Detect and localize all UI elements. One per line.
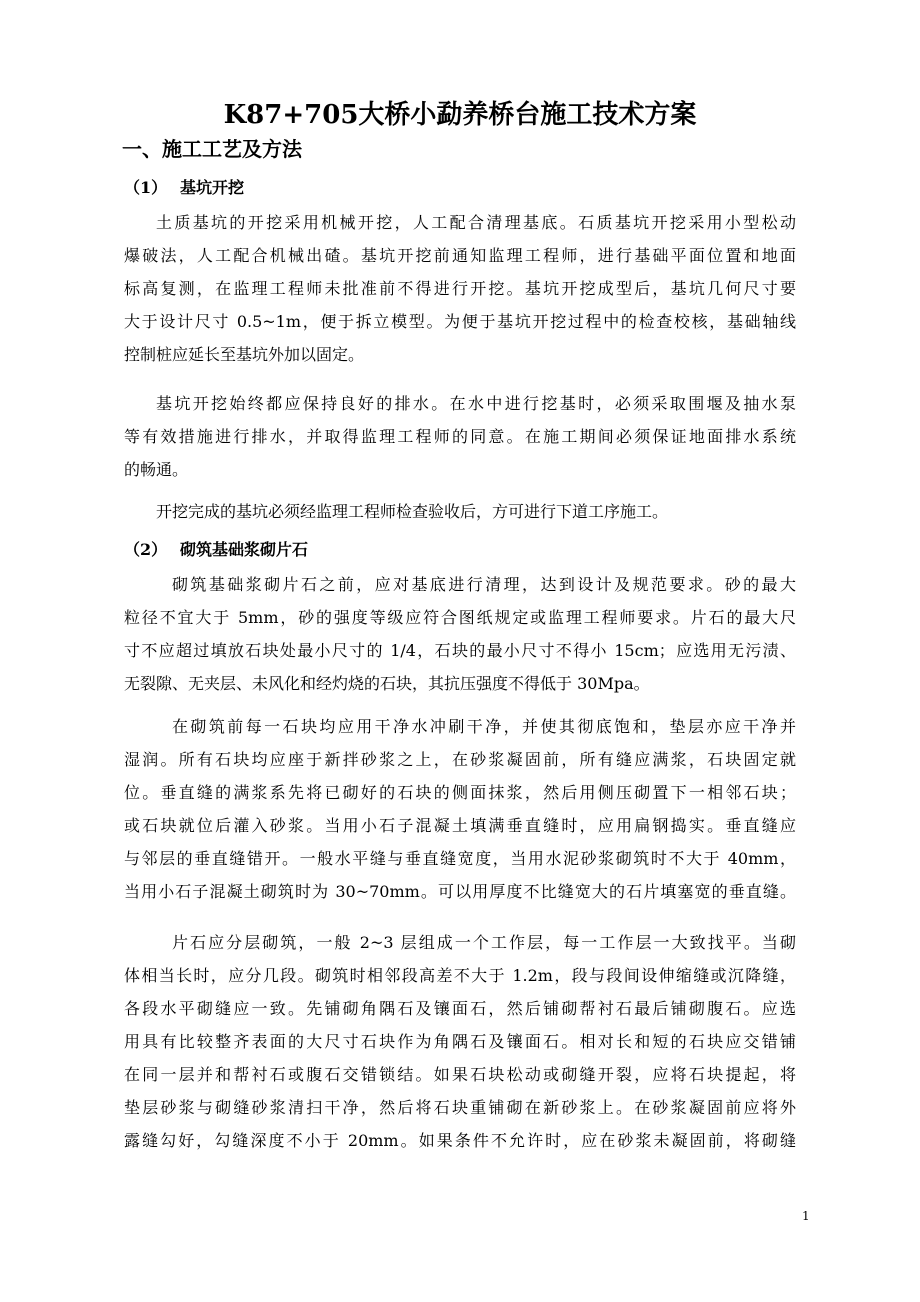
- paragraph-1-3: [124, 495, 796, 528]
- text-line: 的畅通。: [124, 460, 189, 479]
- subheading-1: [124, 176, 244, 200]
- text-line: 无裂隙、无夹层、未风化和经灼烧的石块，其抗压强度不得低于 30Mpa。: [124, 674, 650, 693]
- text-line: 露缝勾好，勾缝深度不小于 20mm。如果条件不允许时，应在砂浆未凝固前，将砌缝: [124, 1131, 796, 1150]
- text-line: 开挖完成的基坑必须经监理工程师检查验收后，方可进行下道工序施工。: [156, 502, 669, 521]
- section-heading: 一、施工工艺及方法: [122, 137, 302, 161]
- text-line: 片石应分层砌筑，一般 2~3 层组成一个工作层，每一工作层一大致找平。当砌: [172, 933, 796, 952]
- paragraph-2-3: [124, 926, 796, 1157]
- page-number: 1: [802, 1209, 810, 1223]
- subheading-1-number: （1）: [124, 178, 168, 197]
- text-line: 土质基坑的开挖采用机械开挖，人工配合清理基底。石质基坑开挖采用小型松动: [156, 213, 796, 232]
- paragraph-1-1: [124, 206, 796, 371]
- subheading-2-number: （2）: [124, 540, 168, 559]
- text-line: 当用小石子混凝土砌筑时为 30~70mm。可以用厚度不比缝宽大的石片填塞宽的垂直缝。: [124, 882, 796, 901]
- text-line: 标高复测，在监理工程师未批准前不得进行开挖。基坑开挖成型后，基坑几何尺寸要: [124, 279, 796, 298]
- subheading-2-label: 砌筑基础浆砌片石: [180, 540, 309, 559]
- subheading-1-label: 基坑开挖: [180, 178, 245, 197]
- text-line: 湿润。所有石块均应座于新拌砂浆之上，在砂浆凝固前，所有缝应满浆，石块固定就: [124, 750, 796, 769]
- document-title: K87+705大桥小勐养桥台施工技术方案: [223, 100, 697, 130]
- text-line: 寸不应超过填放石块处最小尺寸的 1/4，石块的最小尺寸不得小 15cm；应选用无污渍、: [124, 641, 796, 660]
- paragraph-2-2: [124, 710, 796, 908]
- text-line: 等有效措施进行排水，并取得监理工程师的同意。在施工期间必须保证地面排水系统: [124, 427, 796, 446]
- text-line: 粒径不宜大于 5mm，砂的强度等级应符合图纸规定或监理工程师要求。片石的最大尺: [124, 608, 796, 627]
- text-line: 垫层砂浆与砌缝砂浆清扫干净，然后将石块重铺砌在新砂浆上。在砂浆凝固前应将外: [124, 1098, 796, 1117]
- text-line: 砌筑基础浆砌片石之前，应对基底进行清理，达到设计及规范要求。砂的最大: [172, 575, 796, 594]
- text-line: 大于设计尺寸 0.5~1m，便于拆立模型。为便于基坑开挖过程中的检查校核，基础轴线: [124, 312, 796, 331]
- paragraph-2-1: [124, 568, 796, 700]
- text-line: 在砌筑前每一石块均应用干净水冲刷干净，并使其彻底饱和，垫层亦应干净并: [172, 717, 796, 736]
- paragraph-1-2: [124, 387, 796, 486]
- text-line: 爆破法，人工配合机械出碴。基坑开挖前通知监理工程师，进行基础平面位置和地面: [124, 246, 796, 265]
- text-line: 基坑开挖始终都应保持良好的排水。在水中进行挖基时，必须采取围堰及抽水泵: [156, 394, 796, 413]
- text-line: 控制桩应延长至基坑外加以固定。: [124, 345, 365, 364]
- text-line: 或石块就位后灌入砂浆。当用小石子混凝土填满垂直缝时，应用扁钢捣实。垂直缝应: [124, 816, 796, 835]
- text-line: 在同一层并和帮衬石或腹石交错锁结。如果石块松动或砌缝开裂，应将石块提起，将: [124, 1065, 796, 1084]
- text-line: 位。垂直缝的满浆系先将已砌好的石块的侧面抹浆，然后用侧压砌置下一相邻石块；: [124, 783, 796, 802]
- text-line: 与邻层的垂直缝错开。一般水平缝与垂直缝宽度，当用水泥砂浆砌筑时不大于 40mm，: [124, 849, 796, 868]
- subheading-2: [124, 538, 308, 562]
- text-line: 用具有比较整齐表面的大尺寸石块作为角隅石及镶面石。相对长和短的石块应交错铺: [124, 1032, 796, 1051]
- text-line: 体相当长时，应分几段。砌筑时相邻段高差不大于 1.2m，段与段间设伸缩缝或沉降缝，: [124, 966, 796, 985]
- text-line: 各段水平砌缝应一致。先铺砌角隅石及镶面石，然后铺砌帮衬石最后铺砌腹石。应选: [124, 999, 796, 1018]
